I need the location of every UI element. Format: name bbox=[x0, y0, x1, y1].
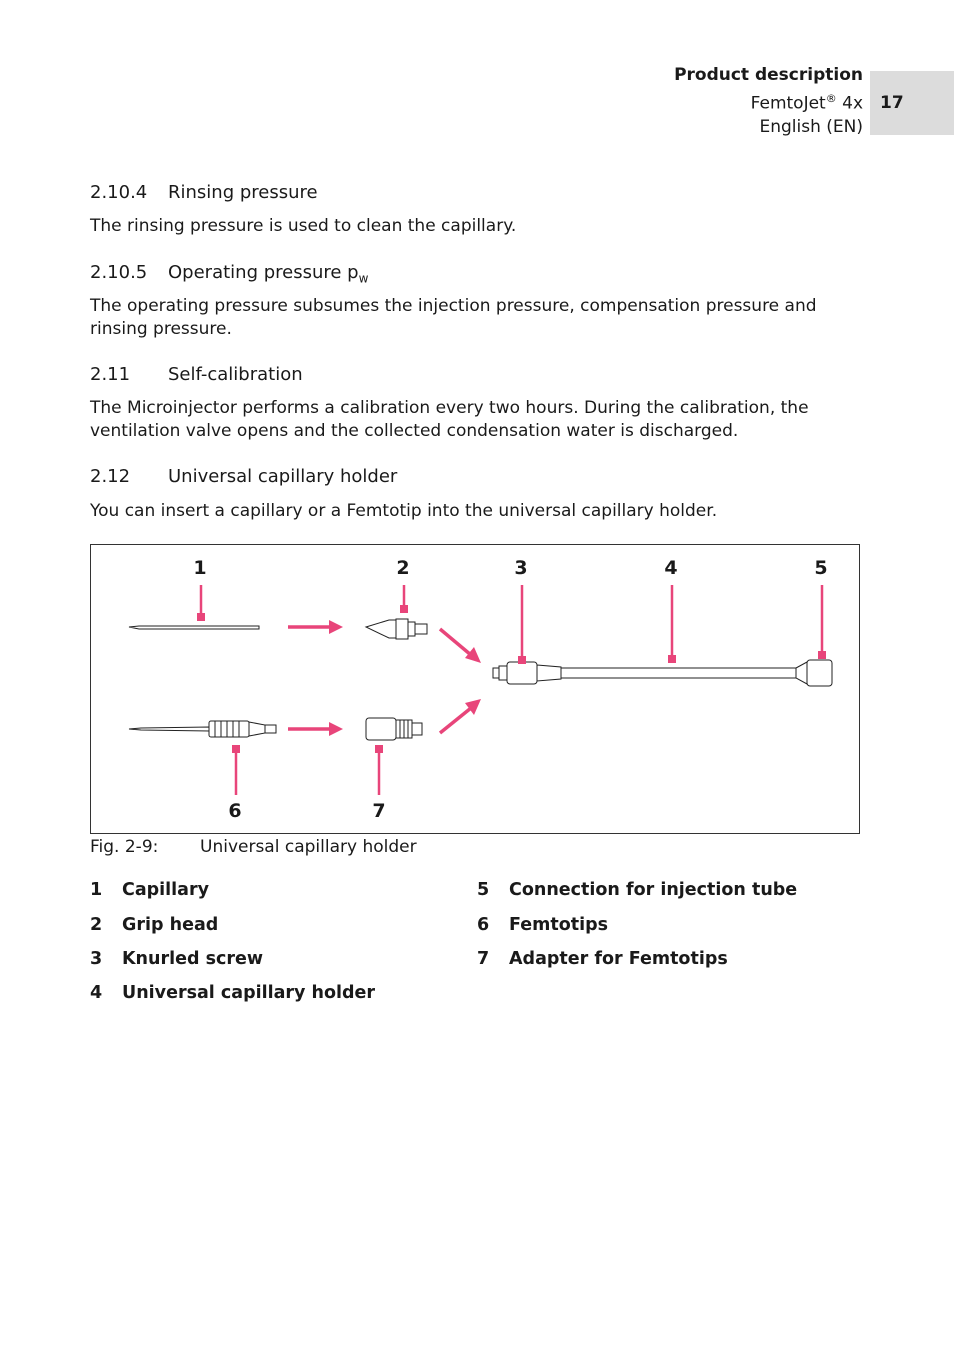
caption-label: Fig. 2-9: bbox=[90, 837, 159, 857]
callout-7: 7 bbox=[372, 800, 386, 822]
legend-item bbox=[477, 949, 728, 969]
legend-number: 3 bbox=[90, 949, 103, 969]
heading-self-calibration bbox=[90, 364, 303, 385]
header-section-title: Product description bbox=[674, 65, 863, 85]
heading-operating-pressure bbox=[90, 262, 368, 286]
legend-number: 2 bbox=[90, 915, 103, 935]
capillary-drawing bbox=[129, 626, 259, 629]
legend-item bbox=[90, 949, 263, 969]
heading-title: Rinsing pressure bbox=[168, 182, 318, 203]
legend-label: Femtotips bbox=[509, 915, 609, 935]
callout-5: 5 bbox=[814, 557, 828, 579]
heading-rinsing-pressure bbox=[90, 182, 318, 203]
legend-item bbox=[477, 880, 797, 900]
paragraph-operating-pressure: The operating pressure subsumes the injection pressure, compensation pressure and rinsing pressure. bbox=[90, 296, 817, 339]
legend-label: Universal capillary holder bbox=[122, 983, 376, 1003]
heading-subscript: w bbox=[358, 271, 369, 286]
page-number-tab bbox=[870, 71, 954, 135]
page-number: 17 bbox=[880, 93, 904, 113]
heading-title: Self-calibration bbox=[168, 364, 303, 385]
flow-arrows bbox=[288, 620, 481, 736]
header-product-name: FemtoJet bbox=[750, 93, 826, 114]
figure-capillary-holder bbox=[90, 544, 860, 834]
grip-head-drawing bbox=[366, 619, 427, 639]
callout-3: 3 bbox=[514, 557, 528, 579]
legend-item bbox=[90, 983, 375, 1003]
header-product-reg: ® bbox=[825, 92, 837, 105]
heading-number: 2.11 bbox=[90, 364, 131, 385]
legend-number: 1 bbox=[90, 880, 103, 900]
running-header bbox=[674, 64, 863, 139]
legend-number: 6 bbox=[477, 915, 490, 935]
heading-number: 2.12 bbox=[90, 466, 131, 487]
header-language: English (EN) bbox=[759, 116, 863, 137]
femtotip-drawing bbox=[129, 721, 276, 737]
callout-1: 1 bbox=[193, 557, 207, 579]
header-product-model: 4x bbox=[836, 93, 863, 114]
heading-title: Universal capillary holder bbox=[168, 466, 398, 487]
legend-item bbox=[477, 915, 608, 935]
heading-universal-capillary-holder bbox=[90, 466, 397, 487]
legend-item bbox=[90, 915, 218, 935]
legend-number: 4 bbox=[90, 983, 103, 1003]
callout-lines bbox=[197, 585, 826, 795]
callout-2: 2 bbox=[396, 557, 410, 579]
legend-label: Knurled screw bbox=[122, 949, 264, 969]
caption-text: Universal capillary holder bbox=[200, 837, 417, 857]
figure-caption bbox=[90, 837, 417, 857]
heading-title: Operating pressure p bbox=[168, 262, 359, 283]
paragraph-universal-capillary-holder: You can insert a capillary or a Femtotip into the universal capillary holder. bbox=[90, 501, 718, 521]
header-product bbox=[674, 87, 863, 116]
heading-number: 2.10.4 bbox=[90, 182, 148, 203]
legend-label: Adapter for Femtotips bbox=[509, 949, 728, 969]
legend-number: 7 bbox=[477, 949, 490, 969]
callout-6: 6 bbox=[228, 800, 242, 822]
capillary-holder-drawing bbox=[91, 545, 861, 835]
legend-label: Capillary bbox=[122, 880, 210, 900]
legend-label: Connection for injection tube bbox=[509, 880, 798, 900]
paragraph-rinsing-pressure: The rinsing pressure is used to clean the capillary. bbox=[90, 216, 517, 236]
legend-label: Grip head bbox=[122, 915, 219, 935]
legend-item bbox=[90, 880, 209, 900]
legend-number: 5 bbox=[477, 880, 490, 900]
paragraph-self-calibration: The Microinjector performs a calibration every two hours. During the calibration, the ventilation valve opens and the collected condensation water is discharged. bbox=[90, 398, 809, 441]
heading-number: 2.10.5 bbox=[90, 262, 148, 283]
callout-4: 4 bbox=[664, 557, 678, 579]
universal-holder-drawing bbox=[493, 660, 832, 686]
adapter-drawing bbox=[366, 718, 422, 740]
